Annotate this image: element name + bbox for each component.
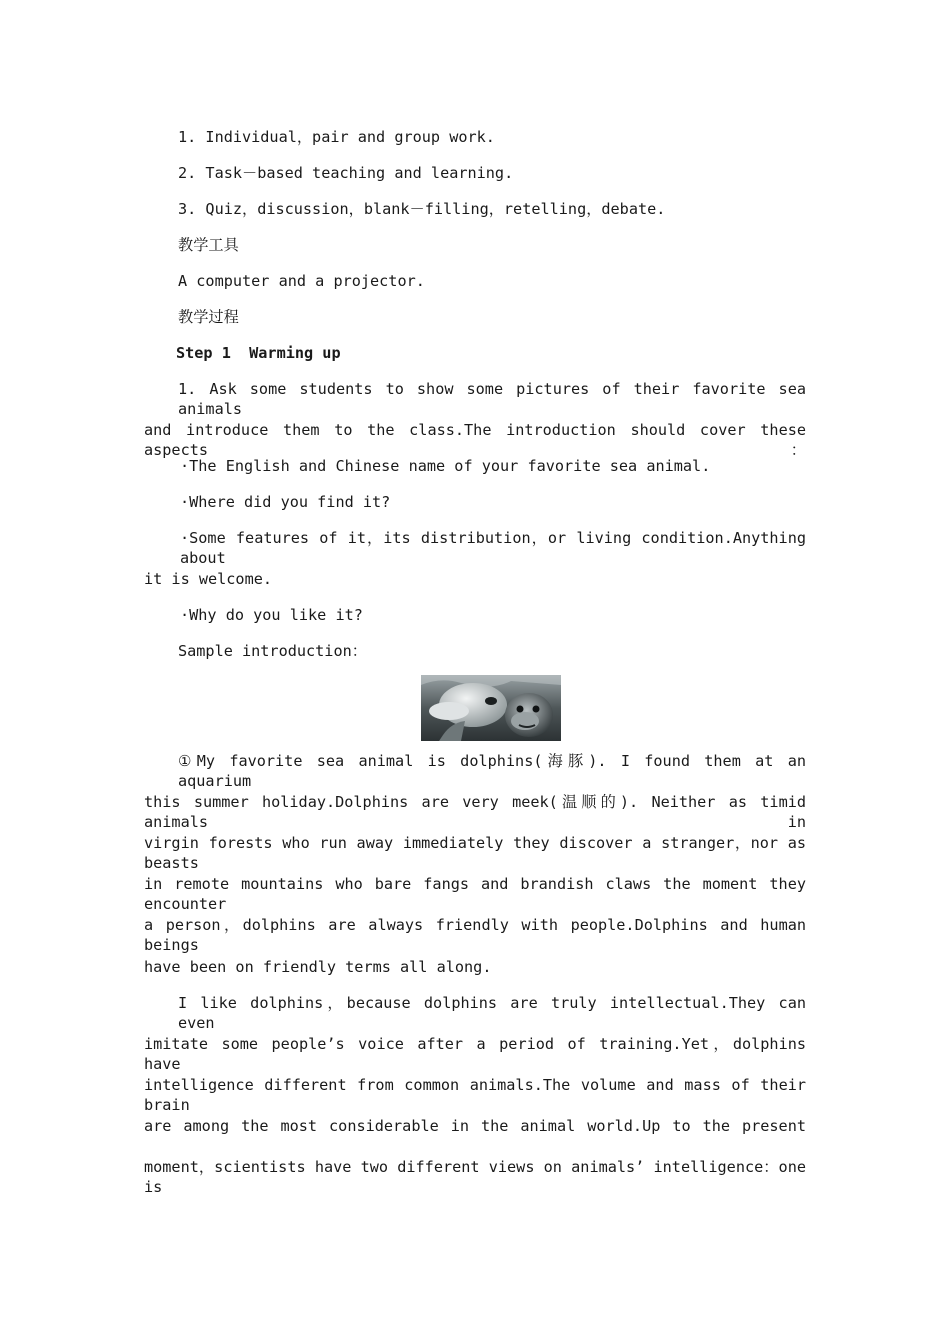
para1-line-6: have been on friendly terms all along.: [144, 958, 492, 976]
method-item-1: 1. Individual，pair and group work.: [178, 128, 495, 146]
sample-label: Sample introduction：: [178, 642, 367, 660]
bullet-2: ·Where did you find it?: [180, 493, 391, 511]
bullet-4: ·Why do you like it?: [180, 606, 363, 624]
step1-heading: Step 1 Warming up: [176, 344, 341, 362]
process-heading: 教学过程: [178, 308, 239, 326]
para1-line-1: ①My favorite sea animal is dolphins(海豚). I found them at an aquarium: [178, 752, 806, 790]
dolphin-photo: [421, 675, 561, 741]
para2-line-4: are among the most considerable in the animal world.Up to the present: [144, 1117, 806, 1135]
tools-heading: 教学工具: [178, 236, 239, 254]
para2-line-3: intelligence different from common animals.The volume and mass of their brain: [144, 1076, 806, 1114]
bullet-3-line-1: ·Some features of it，its distribution，or living condition.Anything about: [180, 529, 806, 567]
tools-text: A computer and a projector.: [178, 272, 425, 290]
bullet-3-line-2: it is welcome.: [144, 570, 273, 588]
method-item-3: 3. Quiz，discussion，blank－filling，retelling，debate.: [178, 200, 666, 218]
para1-line-2: this summer holiday.Dolphins are very meek(温顺的). Neither as timid animals in: [144, 793, 806, 831]
bullet-1: ·The English and Chinese name of your favorite sea animal.: [180, 457, 711, 475]
step1-intro-line-1: 1. Ask some students to show some pictures of their favorite sea animals: [178, 380, 806, 418]
para2-line-1: I like dolphins，because dolphins are truly intellectual.They can even: [178, 994, 806, 1032]
para1-line-3: virgin forests who run away immediately they discover a stranger，nor as beasts: [144, 834, 806, 872]
step1-intro-line-2: and introduce them to the class.The introduction should cover these aspects：: [144, 421, 806, 459]
para2-line-5: moment，scientists have two different views on animals’ intelligence：one is: [144, 1158, 806, 1196]
para1-line-5: a person，dolphins are always friendly with people.Dolphins and human beings: [144, 916, 806, 954]
para2-line-2: imitate some people’s voice after a period of training.Yet，dolphins have: [144, 1035, 806, 1073]
method-item-2: 2. Task－based teaching and learning.: [178, 164, 514, 182]
para1-line-4: in remote mountains who bare fangs and brandish claws the moment they encounter: [144, 875, 806, 913]
